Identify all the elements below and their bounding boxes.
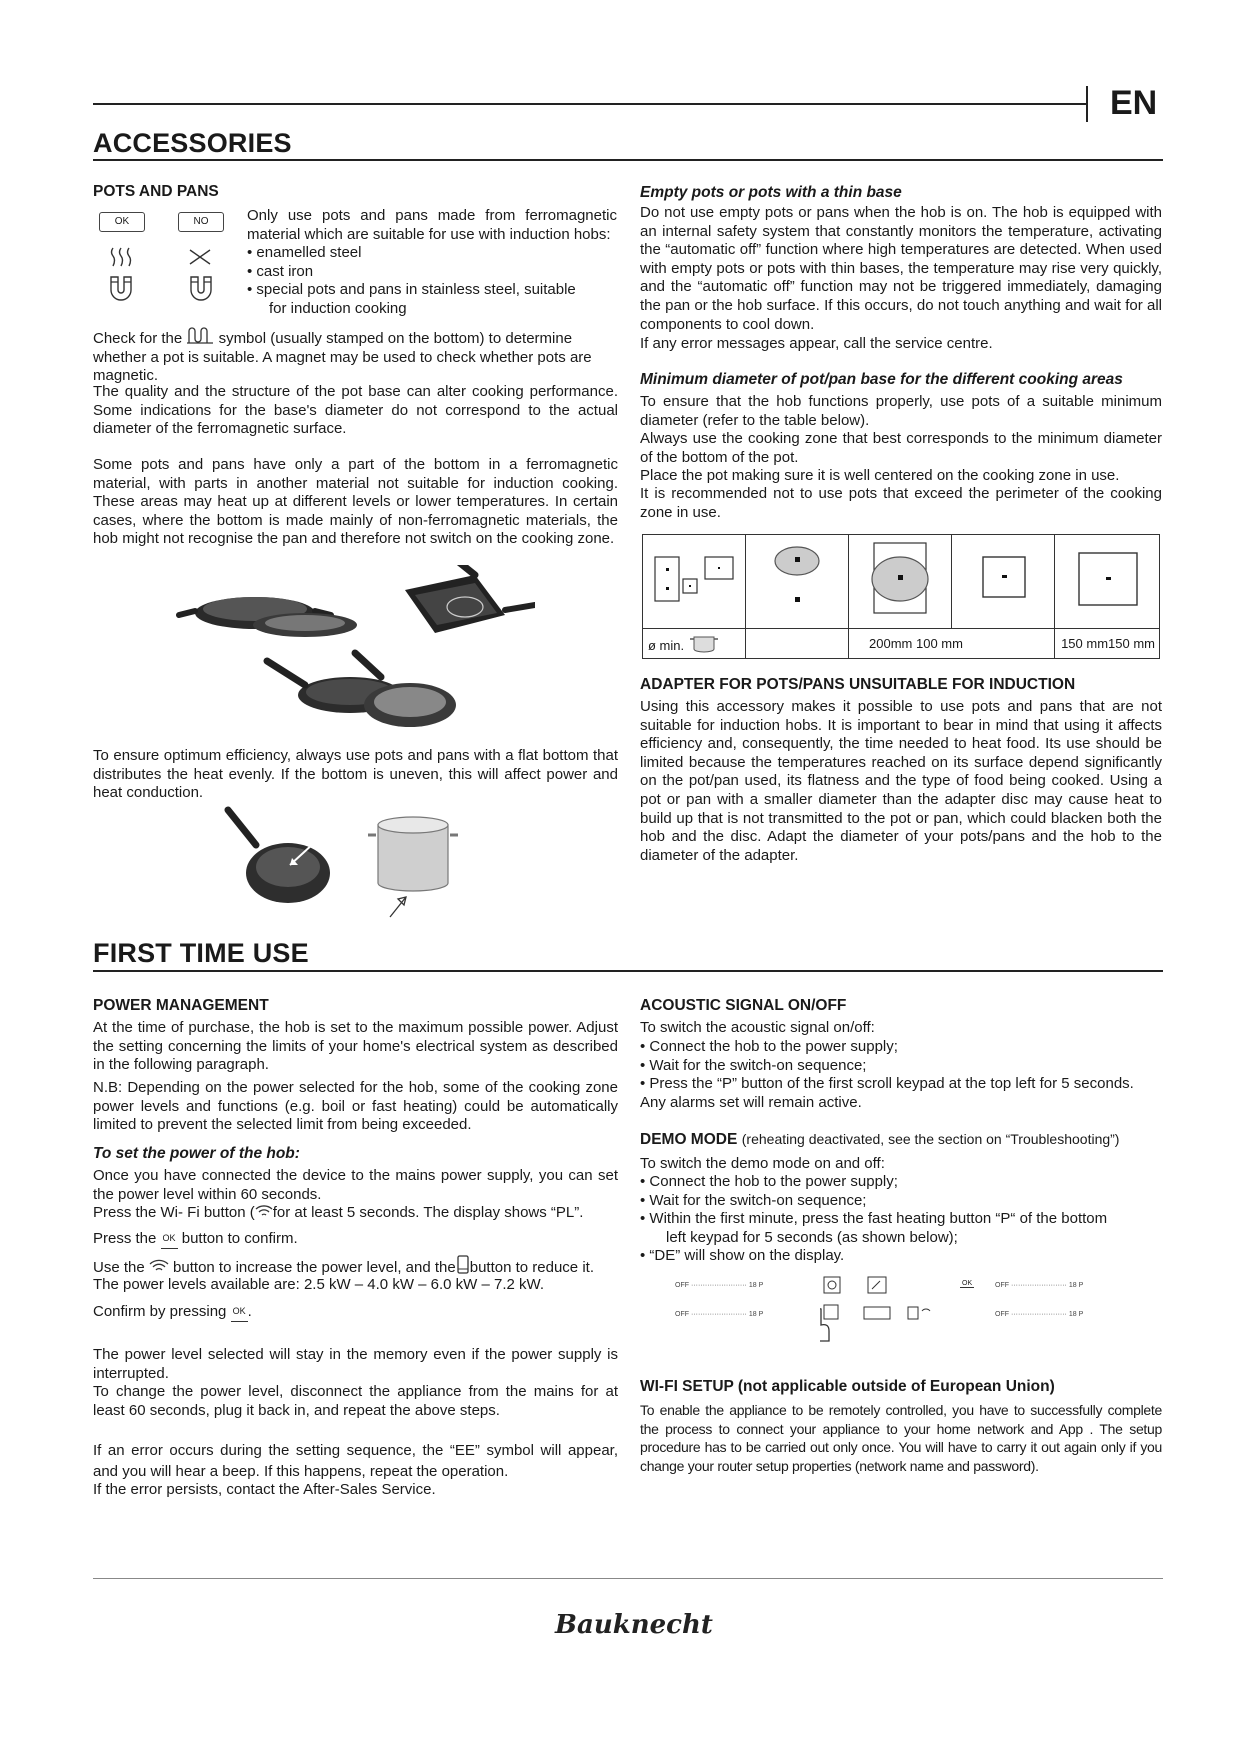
footer-rule [93, 1578, 1163, 1579]
power-p5: If an error occurs during the setting sequence, the “EE” symbol will appear, and you will hear a beep. If this happens, repeat the operation. [93, 1442, 618, 1480]
set-power-s6 [93, 1302, 618, 1322]
demo-keypad-diagram [670, 1273, 1160, 1355]
first-time-use-rule [93, 970, 1163, 972]
set-power-s5: The power levels available are: 2.5 kW – 4.0 kW – 6.0 kW – 7.2 kW. [93, 1276, 545, 1293]
mid-values-cell [849, 629, 1055, 659]
demo-intro: To switch the demo mode on and off: [640, 1155, 885, 1172]
set-power-s2 [93, 1204, 618, 1223]
diagram-off-top-right: OFF ························ 18 P [995, 1282, 1084, 1289]
min-diameter-p1: To ensure that the hob functions properly, use pots of a suitable minimum diameter (refer to the table below). [640, 393, 1162, 429]
wifi-increase-icon [149, 1259, 169, 1273]
ok-confirm-label: OK [232, 1306, 246, 1316]
demo-heading-note: (reheating deactivated, see the section on “Troubleshooting”) [741, 1131, 1120, 1147]
phone-decrease-icon [456, 1255, 470, 1275]
set-power-s1: Once you have connected the device to the mains power supply, you can set the power level within 60 seconds. [93, 1167, 618, 1203]
pot-material-list [247, 244, 627, 318]
s3-start: Press the [93, 1230, 157, 1247]
power-p1: At the time of purchase, the hob is set to the maximum possible power. Adjust the setting concerning the limits of your home's electrical system as described in the following paragraph. [93, 1019, 618, 1074]
empty-pots-heading: Empty pots or pots with a thin base [640, 184, 902, 201]
s6-start: Confirm by pressing [93, 1303, 227, 1320]
pot-icon [688, 633, 720, 655]
accessories-title: ACCESSORIES [93, 128, 292, 158]
acoustic-intro: To switch the acoustic signal on/off: [640, 1019, 875, 1036]
s4-mid: button to increase the power level, and the [173, 1259, 456, 1276]
zone-diagram-cell [643, 535, 746, 629]
check-text-end: symbol (usually stamped on the bottom) to determine whether a pot is suitable. A magnet may be used to check whether pots are magnetic. [93, 330, 592, 385]
flat-bottom-text: To ensure optimum efficiency, always use pots and pans with a flat bottom that distributes the heat evenly. If the bottom is uneven, this will affect power and heat conduction. [93, 747, 618, 802]
value-100: 100 mm [915, 636, 963, 651]
s4-end: button to reduce it. [469, 1259, 594, 1276]
frying-pans-image [267, 653, 456, 727]
square-zone-icon [1067, 535, 1147, 623]
min-label-cell [643, 629, 746, 659]
list-item: • Connect the hob to the power supply; [640, 1173, 898, 1190]
magnet-no-icon [186, 274, 216, 304]
list-item: • special pots and pans in stainless steel, suitable [247, 281, 576, 299]
flat-bottom-illustration [218, 805, 463, 920]
list-item: • Wait for the switch-on sequence; [640, 1191, 867, 1209]
diagram-off-bottom-left: OFF ························ 18 P [675, 1311, 764, 1318]
power-p4: To change the power level, disconnect the appliance from the mains for at least 60 seconds, plug it back in, and repeat the above steps. [93, 1383, 618, 1419]
heat-waves-icon [108, 246, 134, 268]
right-values-cell [1055, 629, 1160, 659]
induction-coil-icon [186, 325, 214, 345]
min-diameter-p3: Place the pot making sure it is well centered on the cooking zone in use. [640, 467, 1120, 484]
diameter-table [642, 534, 1160, 659]
demo-steps [640, 1173, 1170, 1266]
check-text-start: Check for the [93, 330, 183, 347]
s6-end: . [247, 1303, 252, 1320]
power-p3: The power level selected will stay in the memory even if the power supply is interrupted. [93, 1346, 618, 1382]
pots-intro: Only use pots and pans made from ferromagnetic material which are suitable for use with induction hobs: [247, 207, 617, 243]
magnet-ok-icon [106, 274, 136, 304]
min-label: ø min. [648, 637, 685, 653]
empty-pots-service: If any error messages appear, call the service centre. [640, 335, 993, 352]
header-tick [1086, 86, 1088, 122]
demo-heading: DEMO MODE [640, 1131, 738, 1148]
list-item: • Press the “P” button of the first scroll keypad at the top left for 5 seconds. [640, 1075, 1134, 1093]
brand-name: Bauknecht [555, 1610, 713, 1640]
set-power-heading: To set the power of the hob: [93, 1145, 300, 1162]
list-item: • cast iron [247, 262, 314, 280]
s2-start: Press the Wi- Fi button ( [93, 1204, 255, 1221]
pans-illustration [175, 565, 535, 740]
small-zone-icon [963, 535, 1043, 623]
value-150a: 150 mm [1061, 636, 1109, 651]
list-item: for induction cooking [269, 299, 407, 317]
ok-lock-icon [161, 1229, 178, 1249]
min-diameter-heading: Minimum diameter of pot/pan base for the different cooking areas [640, 371, 1123, 388]
wifi-setup-text: To enable the appliance to be remotely controlled, you have to successfully complete the process to connect your appliance to your home network and App . The setup procedure has to be carried out only once. You will have to carry it out again only if you change your router setup properties (network name and password). [640, 1402, 1162, 1474]
no-tag: NO [178, 212, 224, 232]
diagram-off-top-left: OFF ························ 18 P [675, 1282, 764, 1289]
diagram-ok-icon: OK [962, 1280, 973, 1287]
pan-with-arrow-image [228, 810, 330, 903]
s4-start: Use the [93, 1259, 145, 1276]
acoustic-steps [640, 1038, 1170, 1094]
value-150b: 150 mm [1108, 636, 1155, 651]
quality-text: The quality and the structure of the pot base can alter cooking performance. Some indications for the base's diameter do not correspond to the actual diameter of the ferromagnetic surface. [93, 383, 618, 438]
diagram-off-bottom-right: OFF ························ 18 P [995, 1311, 1084, 1318]
min-diameter-p4: It is recommended not to use pots that exceed the perimeter of the cooking zone in use. [640, 485, 1162, 521]
partial-text: Some pots and pans have only a part of the bottom in a ferromagnetic material, with parts in another material not suitable for induction cooking. These areas may heat up at different levels or lower temperatures. In certain cases, where the bottom is made mainly of non-ferromagnetic materials, the hob might not recognise the pan and therefore not switch on the cooking zone. [93, 456, 618, 548]
zone-150b-cell [1055, 535, 1160, 629]
ok-tag: OK [99, 212, 145, 232]
list-item: • “DE” will show on the display. [640, 1247, 845, 1265]
empty-value-cell [746, 629, 849, 659]
list-item: • Wait for the switch-on sequence; [640, 1056, 867, 1074]
cross-icon [188, 248, 212, 266]
ok-confirm-icon [231, 1302, 248, 1322]
s2-end: for at least 5 seconds. The display shows “PL”. [272, 1204, 584, 1221]
first-time-use-title: FIRST TIME USE [93, 938, 309, 968]
zone-200-cell [746, 535, 849, 629]
acoustic-outro: Any alarms set will remain active. [640, 1094, 862, 1111]
ok-label: OK [162, 1233, 176, 1243]
value-200: 200mm [869, 636, 913, 651]
check-symbol-line [93, 325, 618, 386]
s3-end: button to confirm. [181, 1230, 298, 1247]
hob-layout-icon [643, 535, 743, 623]
casserole-pan-image [179, 597, 357, 637]
list-item: • enamelled steel [247, 244, 362, 261]
accessories-rule [93, 159, 1163, 161]
acoustic-heading: ACOUSTIC SIGNAL ON/OFF [640, 997, 847, 1014]
set-power-s4 [93, 1255, 628, 1278]
list-item: left keypad for 5 seconds (as shown below); [666, 1228, 958, 1246]
grill-pan-image [405, 565, 535, 633]
header-rule [93, 103, 1087, 105]
brand-logo [555, 1610, 713, 1640]
power-p6: If the error persists, contact the After-Sales Service. [93, 1481, 436, 1498]
wifi-setup-heading: WI-FI SETUP (not applicable outside of European Union) [640, 1378, 1055, 1395]
list-item: • Within the first minute, press the fast heating button “P“ of the bottom [640, 1210, 1108, 1228]
pots-pans-heading: POTS AND PANS [93, 183, 219, 200]
set-power-s3 [93, 1229, 618, 1249]
large-pan-zone-icon [757, 535, 837, 623]
language-label: EN [1110, 84, 1158, 122]
power-p2: N.B: Depending on the power selected for the hob, some of the cooking zone power levels and functions (e.g. boil or fast heating) could be automatically limited to prevent the selected limit from being exceeded. [93, 1079, 618, 1134]
empty-pots-text: Do not use empty pots or pans when the hob is on. The hob is equipped with an internal safety system that constantly monitors the temperature, activating the “automatic off” function where high temperatures are detected. When used with empty pots or pots with thin bases, the temperature may rise very quickly, and the “automatic off” function may not be triggered immediately, damaging the pan or the hob surface. If this occurs, do not touch anything and wait for all components to cool down. [640, 204, 1162, 333]
min-diameter-p2: Always use the cooking zone that best corresponds to the minimum diameter of the bottom of the pot. [640, 430, 1162, 466]
medium-pan-zone-icon [860, 535, 940, 623]
demo-heading-line [640, 1131, 1170, 1149]
list-item: • Connect the hob to the power supply; [640, 1038, 898, 1055]
power-management-heading: POWER MANAGEMENT [93, 997, 269, 1014]
zone-150a-cell [952, 535, 1055, 629]
adapter-heading: ADAPTER FOR POTS/PANS UNSUITABLE FOR INDUCTION [640, 676, 1076, 693]
adapter-text: Using this accessory makes it possible to use pots and pans that are not suitable for induction hobs. It is important to bear in mind that using it affects efficiency and, consequently, the time needed to heat food. Its use should be limited because the temperatures reached on its surface depend significantly on the pot/pan used, its flatness and the type of food being cooked. Using a pot or pan with a smaller diameter than the adapter disc may cause heat to build up that is not transmitted to the pot or pan, which could blacken both the hob and the disc. Adapt the diameter of your pots/pans and the hob to the diameter of the adapter. [640, 698, 1162, 864]
wifi-icon [255, 1204, 273, 1218]
stock-pot-image [368, 817, 458, 917]
zone-100-cell [849, 535, 952, 629]
